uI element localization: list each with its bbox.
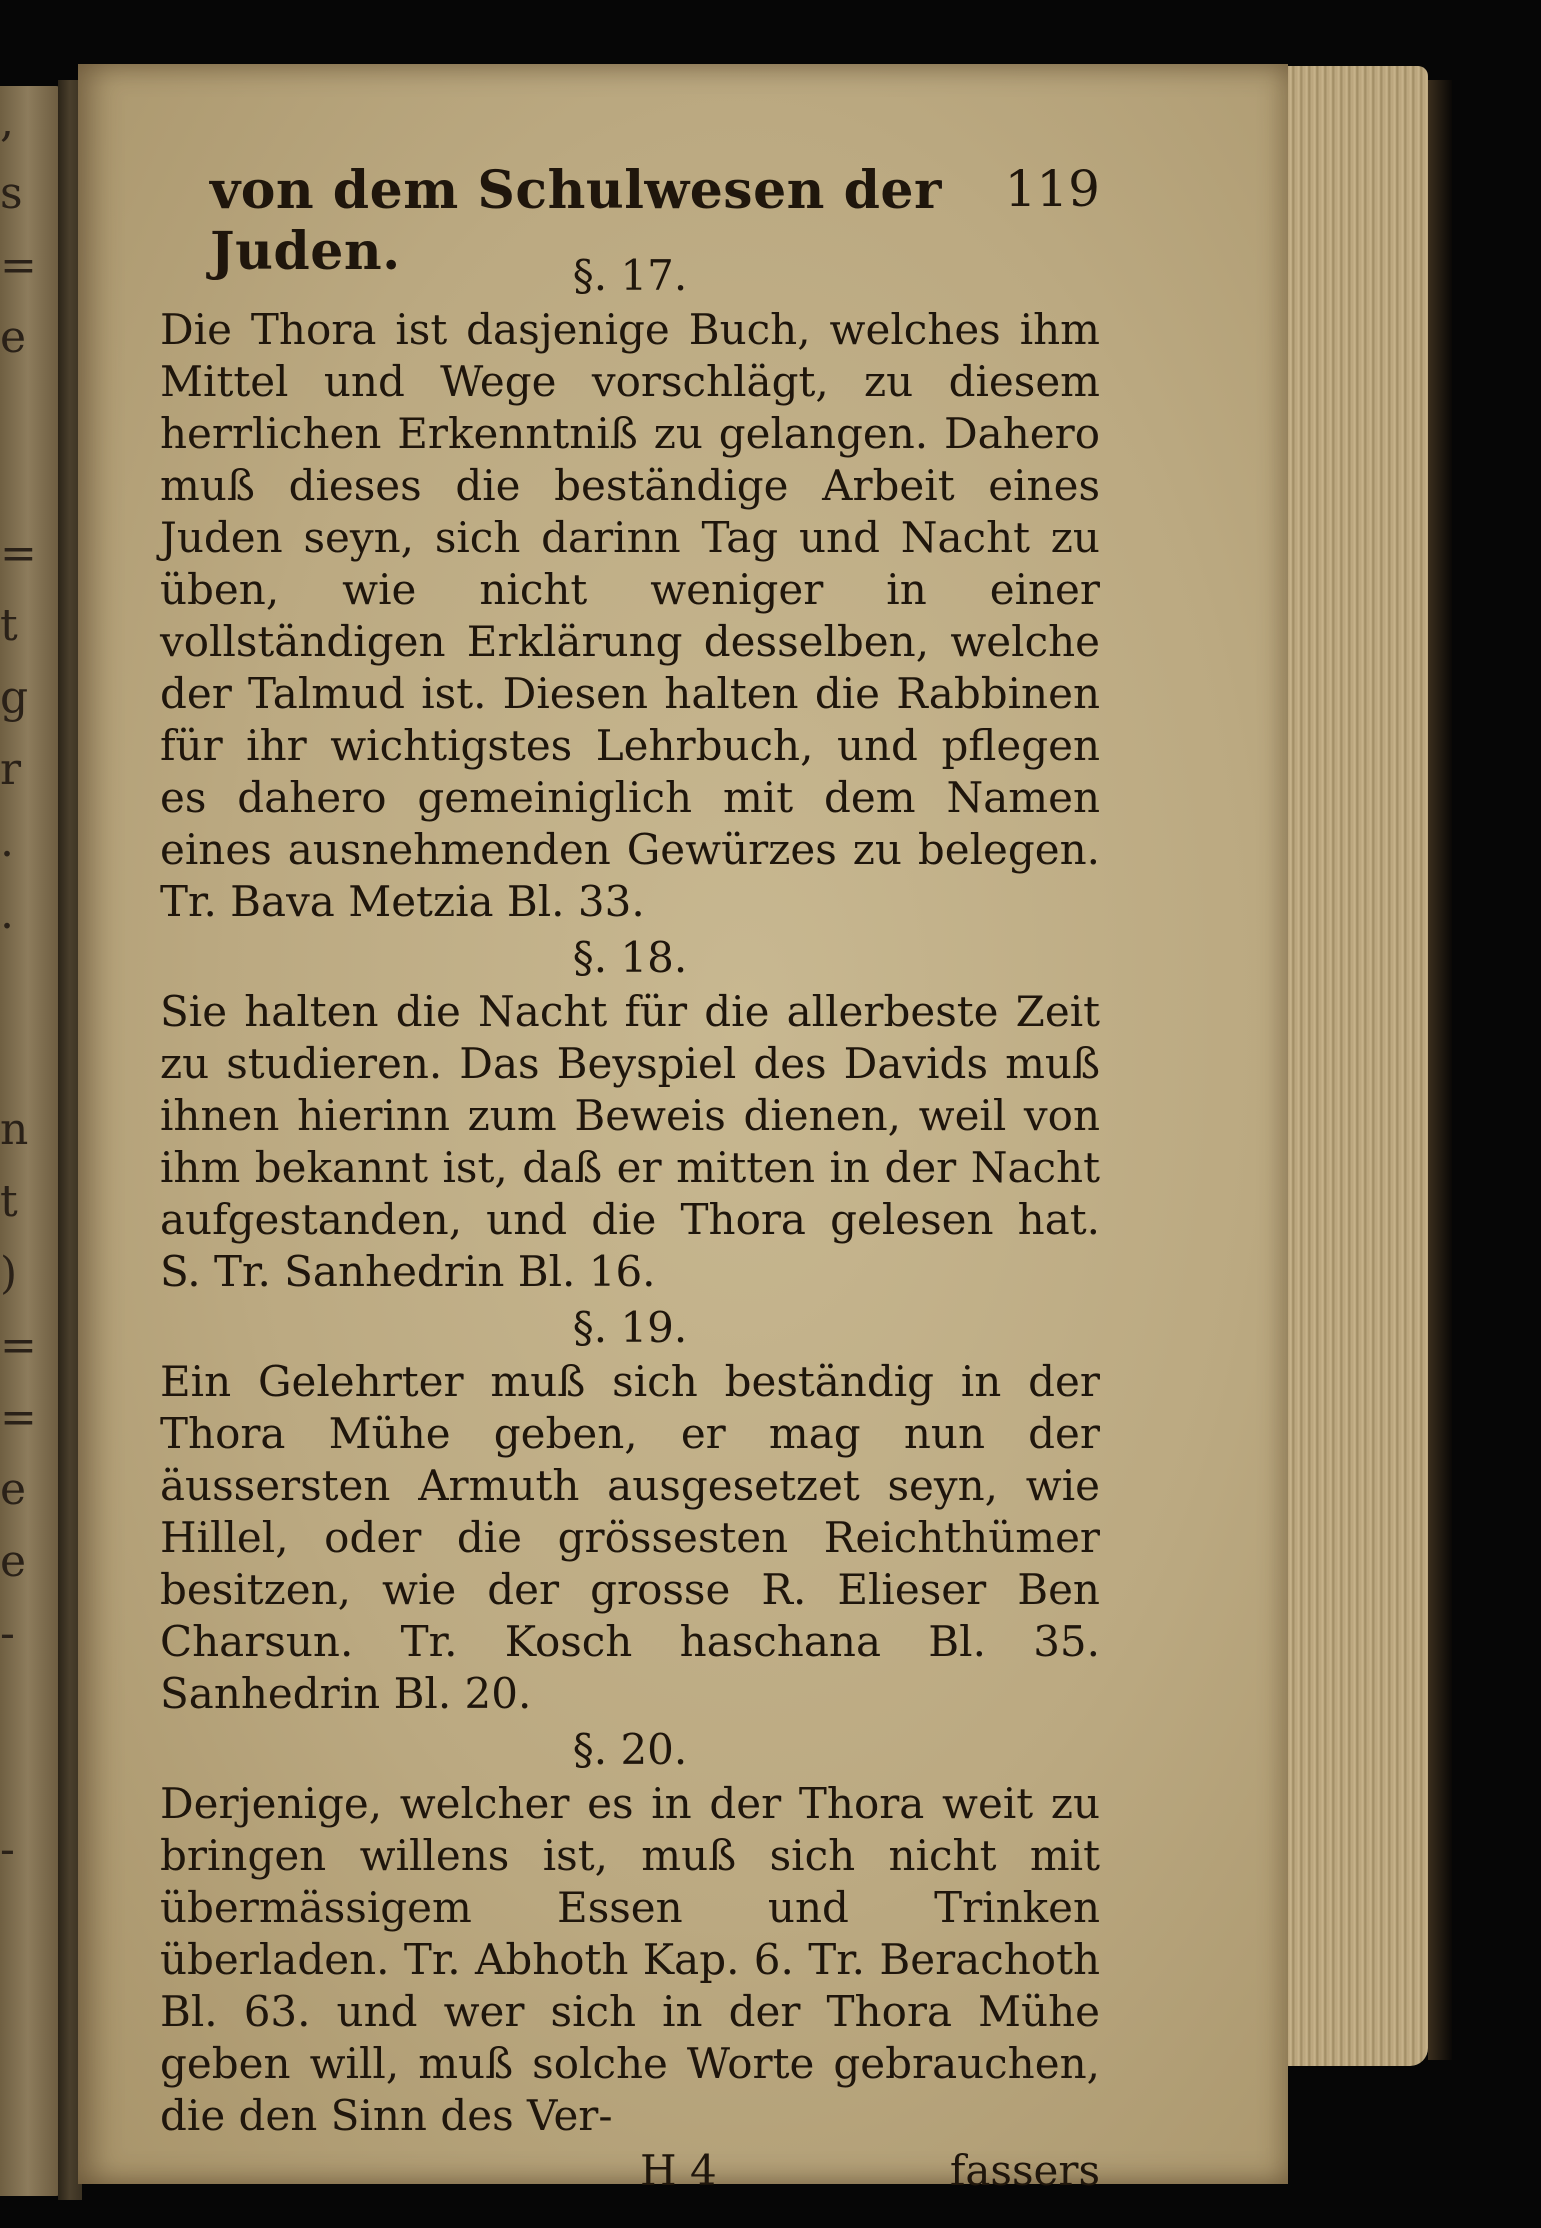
section-mark: §. 20.: [572, 1725, 688, 1774]
page-block-edges: [1288, 66, 1428, 2066]
section-mark: §. 19.: [572, 1303, 688, 1352]
section-mark: §. 18.: [572, 933, 688, 982]
catchword: fassers: [949, 2146, 1100, 2195]
section-paragraph: Ein Gelehrter muß sich beständig in der Thora Mühe geben, er mag nun der äussersten Armuth ausgesetzet seyn, wie Hillel, oder die grössesten Reichthümer besitzen, wie der grosse R. Elieser Ben Charsun. Tr. Kosch haschana Bl. 35. Sanhedrin Bl. 20.: [160, 1357, 1100, 1718]
page-footer: [160, 2146, 1100, 2206]
section-17: [160, 250, 1100, 928]
signature-mark: H 4: [640, 2146, 717, 2195]
section-paragraph: Die Thora ist dasjenige Buch, welches ihm Mittel und Wege vorschlägt, zu diesem herrlichen Erkenntniß zu gelangen. Dahero muß dieses die beständige Arbeit eines Juden seyn, sich darinn Tag und Nacht zu üben, wie nicht weniger in einer vollständigen Erklärung desselben, welche der Talmud ist. Diesen halten die Rabbinen für ihr wichtigstes Lehrbuch, und pflegen es dahero gemeiniglich mit dem Namen eines ausnehmenden Gewürzes zu belegen. Tr. Bava Metzia Bl. 33.: [160, 305, 1100, 926]
section-20: [160, 1724, 1100, 2142]
section-19: [160, 1302, 1100, 1720]
section-paragraph: Derjenige, welcher es in der Thora weit zu bringen willens ist, muß sich nicht mit übermässigem Essen und Trinken überladen. Tr. Abhoth Kap. 6. Tr. Berachoth Bl. 63. und wer sich in der Thora Mühe geben will, muß solche Worte gebrauchen, die den Sinn des Ver-: [160, 1779, 1100, 2140]
left-page-fragments: , s = e = t g r . . n t ) = = e e - -: [0, 96, 37, 1875]
page-number: 119: [1004, 160, 1100, 218]
section-mark: §. 17.: [572, 251, 688, 300]
page-block-shadow: [1428, 80, 1452, 2060]
section-paragraph: Sie halten die Nacht für die allerbeste Zeit zu studieren. Das Beyspiel des Davids muß ihnen hierinn zum Beweis dienen, weil von ihm bekannt ist, daß er mitten in der Nacht aufgestanden, und die Thora gelesen hat. S. Tr. Sanhedrin Bl. 16.: [160, 987, 1100, 1296]
section-18: [160, 932, 1100, 1298]
page-content: [160, 150, 1100, 2206]
running-title: von dem Schulwesen der Juden.: [210, 160, 942, 282]
